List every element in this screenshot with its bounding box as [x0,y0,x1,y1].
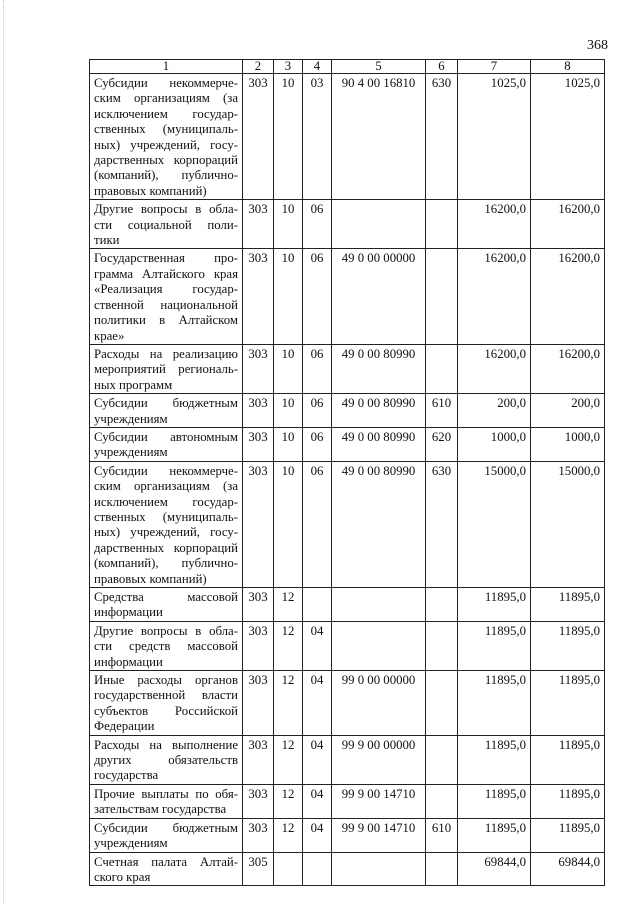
subsection-cell [303,852,332,886]
page-number: 368 [587,38,608,53]
header-col-7: 7 [458,60,531,74]
header-col-6: 6 [426,60,458,74]
header-col-2: 2 [243,60,274,74]
expense-type-cell [426,852,458,886]
expense-type-cell [426,735,458,784]
expense-type-cell [426,784,458,818]
header-col-1: 1 [90,60,243,74]
expense-type-cell: 620 [426,427,458,461]
admin-code-cell: 305 [243,852,274,886]
expense-type-cell: 630 [426,74,458,200]
table-row [90,588,605,622]
subsection-cell [303,588,332,622]
section-cell: 10 [274,461,303,587]
amount-cell-7: 11895,0 [458,735,531,784]
subsection-cell: 06 [303,200,332,249]
table-row [90,249,605,344]
table-row [90,621,605,670]
amount-cell-8: 1000,0 [531,427,605,461]
target-item-cell: 90 4 00 16810 [332,74,426,200]
section-cell: 10 [274,74,303,200]
section-cell: 10 [274,200,303,249]
amount-cell-8: 16200,0 [531,249,605,344]
amount-cell-7: 16200,0 [458,344,531,393]
section-cell: 12 [274,588,303,622]
row-name-cell: Расходы на выполнение других обязательств государства [90,735,243,784]
amount-cell-8: 16200,0 [531,344,605,393]
row-name-cell: Государственная про-грамма Алтайского края «Реализация государ-ственной национальной политики в Алтайском крае» [90,249,243,344]
subsection-cell: 04 [303,735,332,784]
section-cell: 10 [274,394,303,428]
section-cell: 12 [274,735,303,784]
row-name-cell: Счетная палата Алтай-ского края [90,852,243,886]
row-name-cell: Расходы на реализацию мероприятий региональ-ных программ [90,344,243,393]
admin-code-cell: 303 [243,200,274,249]
page-edge-shadow [3,0,6,904]
expense-type-cell: 610 [426,818,458,852]
admin-code-cell: 303 [243,461,274,587]
row-name-cell: Средства массовой информации [90,588,243,622]
amount-cell-7: 16200,0 [458,200,531,249]
expense-type-cell [426,344,458,393]
table-row [90,784,605,818]
table-row [90,427,605,461]
target-item-cell [332,621,426,670]
table-row [90,74,605,200]
amount-cell-8: 16200,0 [531,200,605,249]
header-col-3: 3 [274,60,303,74]
amount-cell-8: 200,0 [531,394,605,428]
row-name-cell: Субсидии автономным учреждениям [90,427,243,461]
subsection-cell: 06 [303,249,332,344]
amount-cell-8: 11895,0 [531,671,605,736]
section-cell: 12 [274,818,303,852]
section-cell: 10 [274,427,303,461]
header-col-4: 4 [303,60,332,74]
section-cell [274,852,303,886]
target-item-cell [332,200,426,249]
table-row [90,344,605,393]
target-item-cell: 49 0 00 80990 [332,461,426,587]
expense-type-cell [426,671,458,736]
target-item-cell: 49 0 00 80990 [332,394,426,428]
admin-code-cell: 303 [243,394,274,428]
admin-code-cell: 303 [243,344,274,393]
amount-cell-7: 16200,0 [458,249,531,344]
table-row [90,852,605,886]
expense-type-cell [426,588,458,622]
target-item-cell: 99 9 00 14710 [332,818,426,852]
section-cell: 12 [274,784,303,818]
amount-cell-8: 11895,0 [531,621,605,670]
row-name-cell: Субсидии некоммерче-ским организациям (за исключением государ-ственных (муниципаль-ных) учреждений, госу-дарственных корпораций (компаний), публично-правовых компаний) [90,461,243,587]
admin-code-cell: 303 [243,621,274,670]
amount-cell-8: 11895,0 [531,735,605,784]
target-item-cell [332,852,426,886]
section-cell: 10 [274,249,303,344]
subsection-cell: 04 [303,671,332,736]
amount-cell-7: 69844,0 [458,852,531,886]
expense-type-cell: 630 [426,461,458,587]
subsection-cell: 04 [303,818,332,852]
amount-cell-7: 200,0 [458,394,531,428]
target-item-cell: 99 9 00 00000 [332,735,426,784]
table-row [90,671,605,736]
target-item-cell: 49 0 00 00000 [332,249,426,344]
table-row [90,200,605,249]
admin-code-cell: 303 [243,818,274,852]
section-cell: 12 [274,671,303,736]
table-row [90,394,605,428]
row-name-cell: Иные расходы органов государственной власти субъектов Российской Федерации [90,671,243,736]
subsection-cell: 06 [303,344,332,393]
amount-cell-8: 11895,0 [531,588,605,622]
header-col-5: 5 [332,60,426,74]
subsection-cell: 06 [303,427,332,461]
admin-code-cell: 303 [243,671,274,736]
amount-cell-8: 69844,0 [531,852,605,886]
table-row [90,461,605,587]
admin-code-cell: 303 [243,249,274,344]
subsection-cell: 03 [303,74,332,200]
row-name-cell: Другие вопросы в обла-сти социальной поли-тики [90,200,243,249]
target-item-cell: 49 0 00 80990 [332,427,426,461]
budget-table [89,59,605,886]
amount-cell-7: 11895,0 [458,671,531,736]
amount-cell-8: 11895,0 [531,784,605,818]
amount-cell-7: 15000,0 [458,461,531,587]
row-name-cell: Субсидии бюджетным учреждениям [90,394,243,428]
amount-cell-8: 1025,0 [531,74,605,200]
target-item-cell: 99 0 00 00000 [332,671,426,736]
expense-type-cell [426,621,458,670]
target-item-cell: 99 9 00 14710 [332,784,426,818]
amount-cell-7: 11895,0 [458,621,531,670]
row-name-cell: Прочие выплаты по обя-зательствам государства [90,784,243,818]
admin-code-cell: 303 [243,735,274,784]
subsection-cell: 04 [303,621,332,670]
amount-cell-7: 11895,0 [458,784,531,818]
subsection-cell: 04 [303,784,332,818]
amount-cell-8: 11895,0 [531,818,605,852]
expense-type-cell [426,200,458,249]
row-name-cell: Другие вопросы в обла-сти средств массовой информации [90,621,243,670]
target-item-cell [332,588,426,622]
row-name-cell: Субсидии бюджетным учреждениям [90,818,243,852]
section-cell: 12 [274,621,303,670]
table-header-row [90,60,605,74]
expense-type-cell: 610 [426,394,458,428]
table-row [90,818,605,852]
section-cell: 10 [274,344,303,393]
target-item-cell: 49 0 00 80990 [332,344,426,393]
subsection-cell: 06 [303,394,332,428]
expense-type-cell [426,249,458,344]
table-body [90,74,605,886]
admin-code-cell: 303 [243,74,274,200]
table-row [90,735,605,784]
amount-cell-7: 1025,0 [458,74,531,200]
header-col-8: 8 [531,60,605,74]
amount-cell-7: 11895,0 [458,818,531,852]
row-name-cell: Субсидии некоммерче-ским организациям (за исключением государ-ственных (муниципаль-ных) учреждений, госу-дарственных корпораций (компаний), публично-правовых компаний) [90,74,243,200]
admin-code-cell: 303 [243,784,274,818]
amount-cell-8: 15000,0 [531,461,605,587]
amount-cell-7: 1000,0 [458,427,531,461]
admin-code-cell: 303 [243,427,274,461]
amount-cell-7: 11895,0 [458,588,531,622]
subsection-cell: 06 [303,461,332,587]
admin-code-cell: 303 [243,588,274,622]
